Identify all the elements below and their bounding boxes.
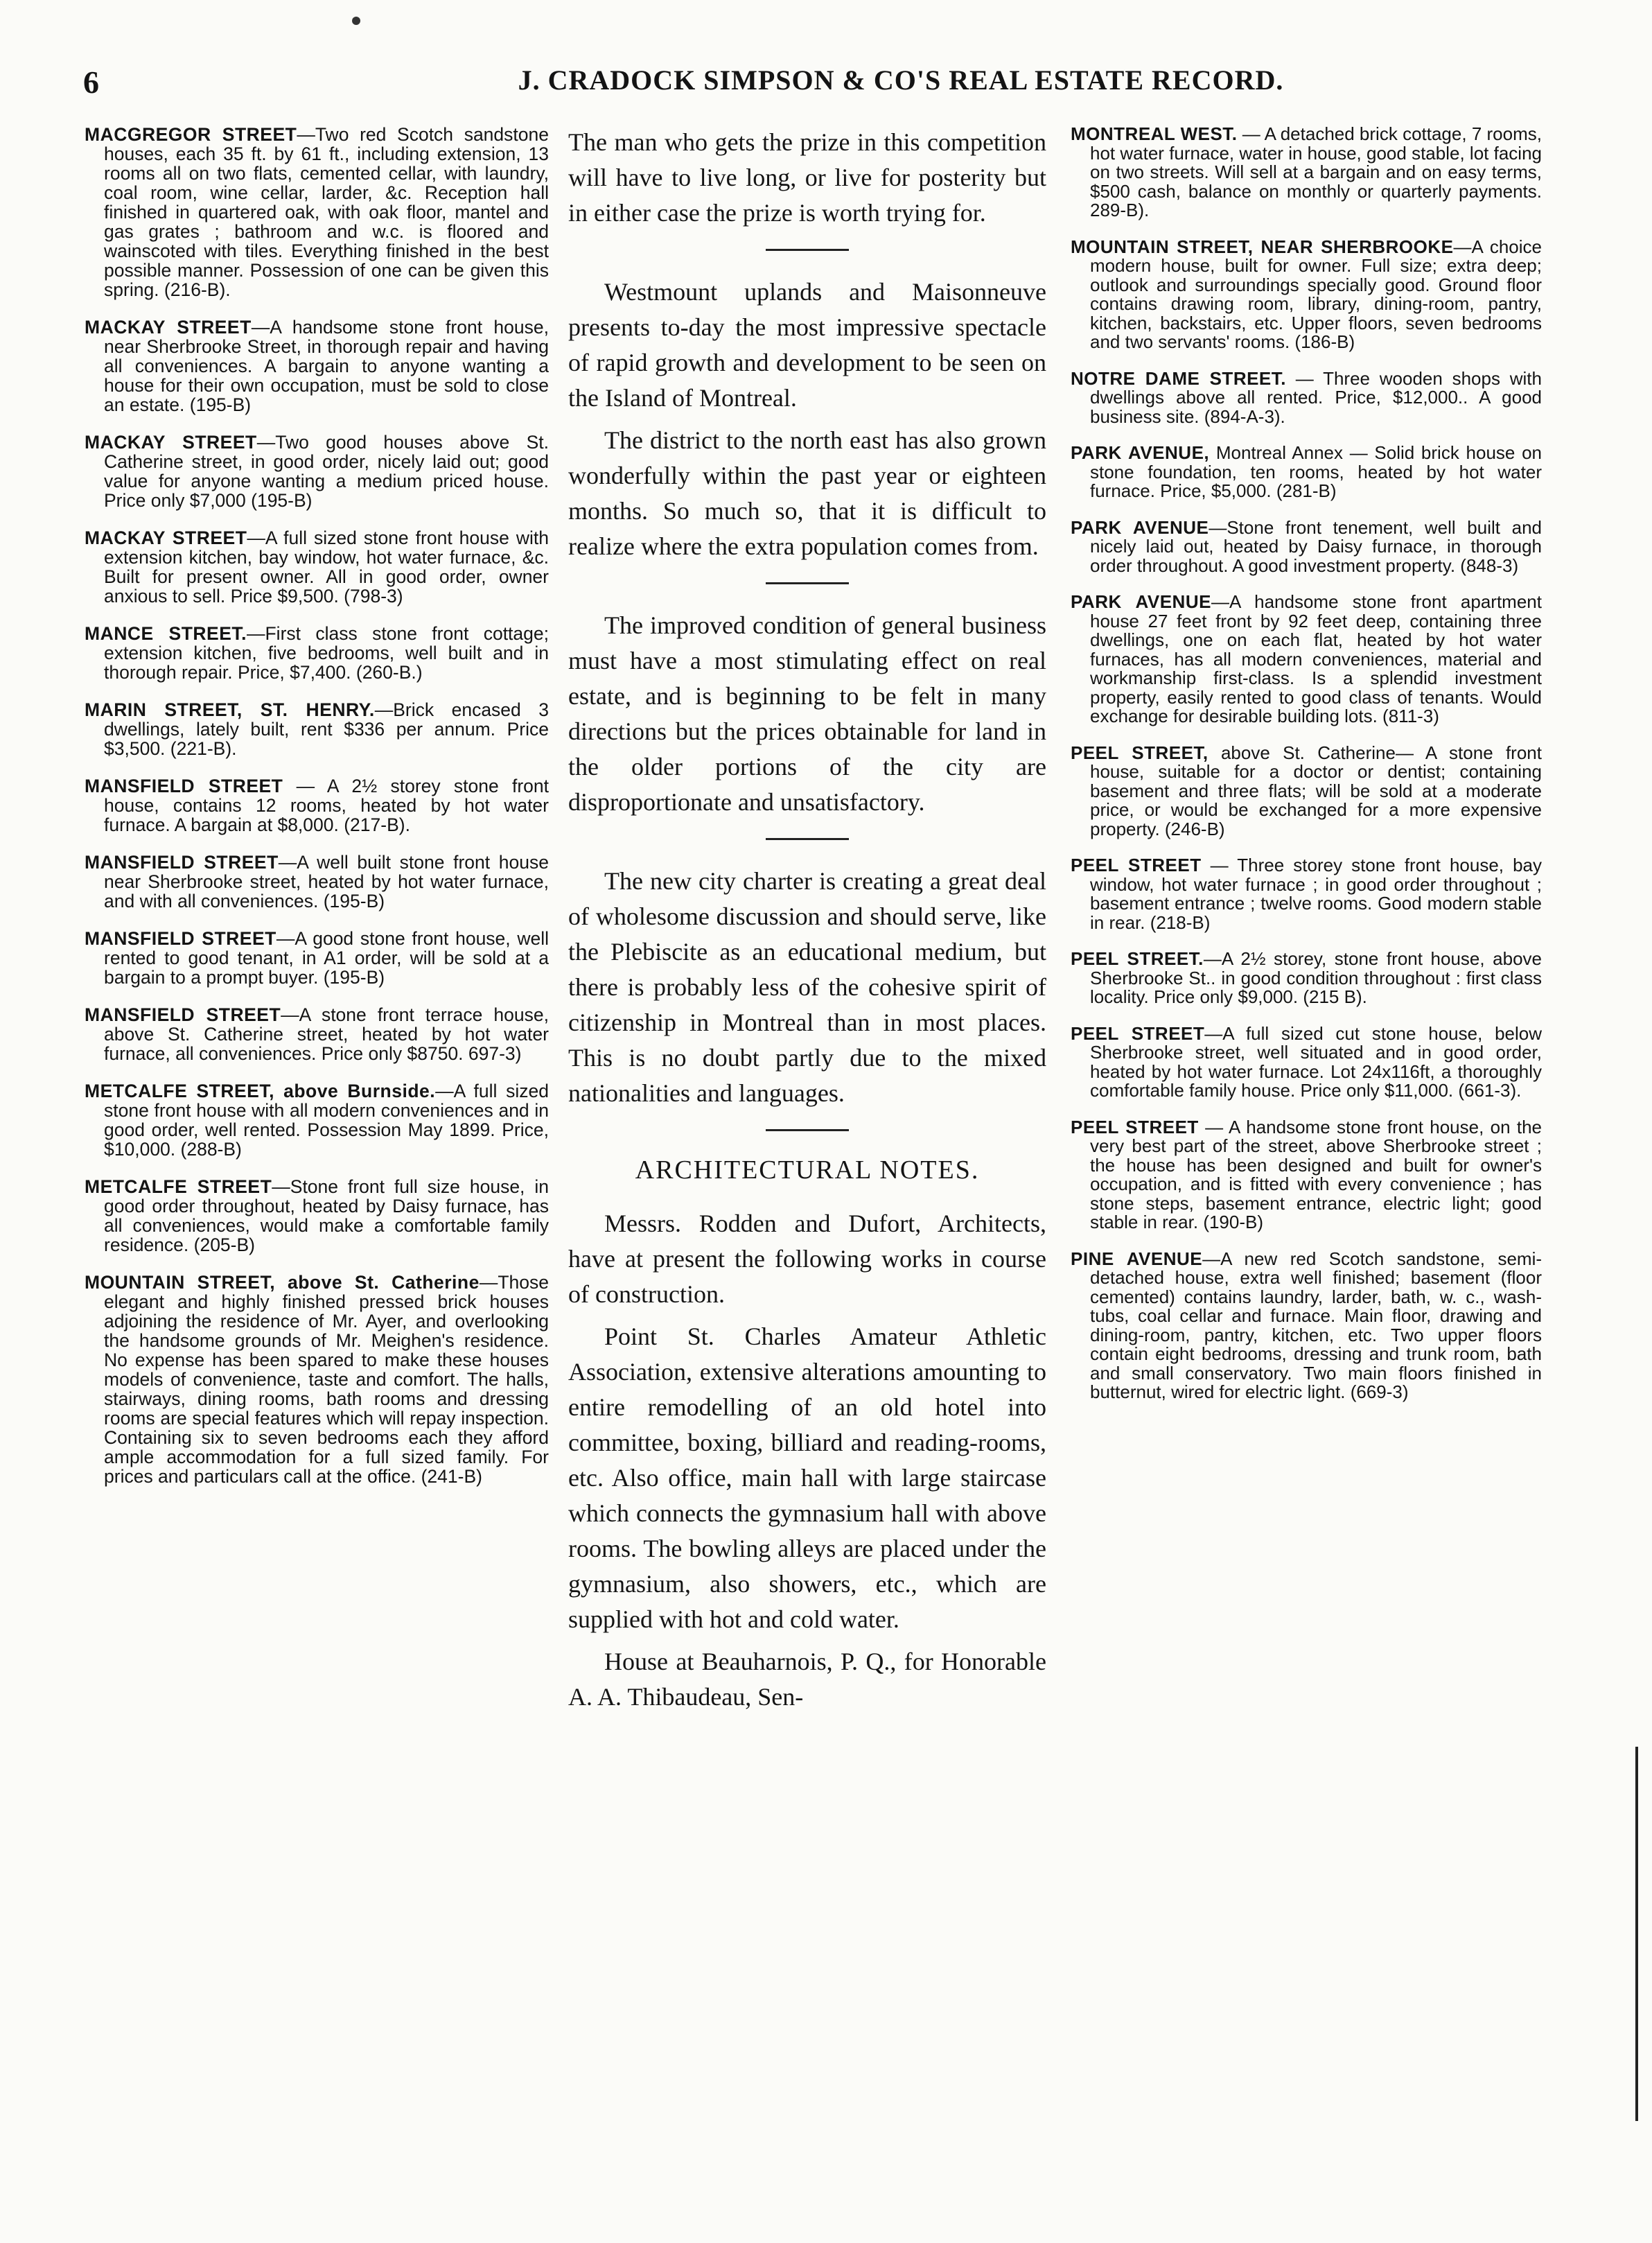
listing-body: — Three wooden shops with dwellings above all rented. Price, $12,000.. A good business site. (894-A-3).: [1090, 367, 1542, 427]
listing-item: [85, 317, 549, 414]
listing-item: [85, 1005, 549, 1063]
listing-heading: PEEL STREET: [1071, 1022, 1205, 1044]
listings-column-left: [85, 125, 549, 2218]
listing-item: [1071, 238, 1542, 352]
listing-heading: MANSFIELD STREET: [85, 852, 279, 873]
listing-heading: MOUNTAIN STREET, NEAR SHERBROOKE: [1071, 236, 1454, 257]
divider-rule: [766, 1129, 849, 1131]
listing-heading: PINE AVENUE: [1071, 1248, 1203, 1269]
listing-heading: PEEL STREET: [1071, 855, 1202, 875]
listing-heading: PEEL STREET,: [1071, 742, 1209, 763]
listing-body: —First class stone front cottage; extension kitchen, five bedrooms, well built and in thorough repair. Price, $7,400. (260-B.): [104, 623, 549, 683]
listing-body: — A handsome stone front house, on the very best part of the street, above Sherbrooke street ; the house has been designed and built for owner's occupation, and is fitted with every convenience ; has stone steps, basement entrance, electric light; good stable in rear. (190-B): [1090, 1116, 1542, 1232]
listing-body: — A 2½ storey stone front house, contains 12 rooms, heated by hot water furnace. A bargain at $8,000. (217-B).: [104, 776, 549, 835]
listing-heading: PARK AVENUE: [1071, 516, 1209, 538]
listing-body: —A 2½ storey, stone front house, above Sherbrooke St.. in good condition throughout : first class locality. Price only $9,000. (215 B).: [1090, 948, 1542, 1007]
listing-body: —Stone front tenement, well built and nicely laid out, heated by Daisy furnace, in thorough order throughout. A good investment property. (848-3): [1090, 516, 1542, 576]
listing-body: —A full sized cut stone house, below Sherbrooke street, well situated and in good order, heated by hot water furnace. Lot 24x116ft, a thoroughly comfortable family house. Price only $11,000. (661-3).: [1090, 1022, 1542, 1101]
listing-heading: MANSFIELD STREET: [85, 1004, 281, 1025]
listing-heading: MONTREAL WEST.: [1071, 125, 1238, 144]
listing-body: — A detached brick cottage, 7 rooms, hot water furnace, water in house, good stable, lot facing on two streets. Will sell at a bargain and on easy terms, $500 cash, balance on monthly or quarterly payments. 289-B).: [1090, 125, 1542, 220]
ink-speck: [352, 17, 360, 25]
listing-heading: PARK AVENUE,: [1071, 442, 1210, 463]
listing-item: [85, 1081, 549, 1159]
listing-body: —Stone front full size house, in good order throughout, heated by Daisy furnace, has all conveniences, would make a comfortable family residence. (205-B): [104, 1176, 549, 1255]
listing-heading: NOTRE DAME STREET.: [1071, 367, 1286, 389]
listing-heading: MACKAY STREET: [85, 432, 257, 453]
page-number: 6: [83, 64, 99, 100]
listing-heading: MOUNTAIN STREET, above St. Catherine: [85, 1272, 480, 1293]
listing-item: [85, 528, 549, 606]
listing-item: [1071, 1024, 1542, 1101]
listing-item: [1071, 950, 1542, 1007]
listing-body: —A full sized stone front house with all modern conveniences and in good order, well rented. Possession May 1899. Price, $10,000. (288-B): [104, 1081, 549, 1160]
listing-item: [1071, 1250, 1542, 1402]
listing-heading: MANCE STREET.: [85, 623, 247, 644]
listing-heading: METCALFE STREET, above Burnside.: [85, 1081, 436, 1101]
divider-rule: [766, 249, 849, 251]
listing-body: —A stone front terrace house, above St. Catherine street, heated by hot water furnace, all conveniences. Price only $8750. 697-3): [104, 1004, 549, 1064]
listing-item: [1071, 856, 1542, 932]
listing-item: [1071, 744, 1542, 839]
listing-heading: PEEL STREET: [1071, 1116, 1199, 1137]
listing-heading: MANSFIELD STREET: [85, 776, 283, 796]
editorial-paragraph: The improved condition of general business must have a most stimulating effect on real estate, and is beginning to be felt in many directions but the prices obtainable for land in the older portions of the city are disproportionate and unsatisfactory.: [568, 611, 1046, 816]
divider-rule: [766, 582, 849, 584]
listings-column-right: [1071, 125, 1542, 2218]
listing-heading: MANSFIELD STREET: [85, 928, 276, 949]
listing-body: —A good stone front house, well rented to good tenant, in A1 order, will be sold at a bargain to a prompt buyer. (195-B): [104, 928, 549, 988]
listing-body: —A well built stone front house near Sherbrooke street, heated by hot water furnace, and with all conveniences. (195-B): [104, 852, 549, 911]
editorial-paragraph: The district to the north east has also grown wonderfully within the past year or eighteen months. So much so, that it is difficult to realize where the extra population comes from.: [568, 426, 1046, 560]
listing-item: [85, 125, 549, 299]
listing-heading: MARIN STREET, ST. HENRY.: [85, 699, 375, 720]
editorial-paragraph: Westmount uplands and Maisonneuve presents to-day the most impressive spectacle of rapid growth and development to be seen on the Island of Montreal.: [568, 278, 1046, 412]
listing-item: [1071, 444, 1542, 501]
listing-body: —Brick encased 3 dwellings, lately built, rent $336 per annum. Price $3,500. (221-B).: [104, 699, 549, 759]
listing-heading: PEEL STREET.: [1071, 948, 1204, 969]
listing-body: Montreal Annex — Solid brick house on stone foundation, ten rooms, heated by hot water furnace. Price, $5,000. (281-B): [1090, 442, 1542, 501]
listing-heading: MACKAY STREET: [85, 317, 252, 338]
editorial-paragraph: The man who gets the prize in this competition will have to live long, or live for posterity but in either case the prize is worth trying for.: [568, 128, 1046, 227]
architectural-paragraph: Point St. Charles Amateur Athletic Association, extensive alterations amounting to entire remodelling of an old hotel into committee, boxing, billiard and reading-rooms, etc. Also office, main hall with large staircase which connects the gymnasium hall with above rooms. The bowling alleys are placed under the gymnasium, also showers, etc., which are supplied with hot and cold water.: [568, 1323, 1046, 1633]
listing-body: —A handsome stone front apartment house 27 feet front by 92 feet deep, containing three dwellings, one on each flat, heated by hot water furnaces, has all modern conveniences, material and workmanship first-class. Is a splendid investment property, easily rented to good class of tenants. Would exchange for desirable building lots. (811-3): [1090, 591, 1542, 726]
listing-item: [1071, 1118, 1542, 1232]
listing-item: [85, 776, 549, 835]
listing-item: [85, 433, 549, 510]
listing-item: [85, 624, 549, 682]
editorial-column: [568, 125, 1046, 2218]
page-header: [83, 64, 1608, 103]
listing-item: [85, 853, 549, 911]
listing-body: —A new red Scotch sandstone, semi-detached house, extra well finished; basement (floor cemented) contains laundry, larder, bath, w. c., wash-tubs, coal cellar and furnace. Main floor, drawing and dining-room, pantry, kitchen, etc. Two upper floors contain eight bedrooms, dressing and trunk room, bath and small conservatory. Two main floors finished in butternut, wired for electric light. (669-3): [1090, 1248, 1542, 1402]
running-head: J. CRADOCK SIMPSON & CO'S REAL ESTATE RECORD.: [518, 64, 1284, 96]
section-title: ARCHITECTURAL NOTES.: [635, 1155, 980, 1185]
listing-item: [1071, 593, 1542, 726]
listing-body: —Two good houses above St. Catherine street, in good order, nicely laid out; good value for anyone wanting a medium priced house. Price only $7,000 (195-B): [104, 432, 549, 511]
listing-body: — Three storey stone front house, bay window, hot water furnace ; in good order throughout ; basement entrance ; twelve rooms. Good modern stable in rear. (218-B): [1090, 855, 1542, 933]
listing-body: —Those elegant and highly finished pressed brick houses adjoining the residence of Mr. Ayer, and overlooking the handsome grounds of Mr. Meighen's residence. No expense has been spared to make these houses models of convenience, taste and comfort. The halls, stairways, dining rooms, bath rooms and dressing rooms are special features which will repay inspection. Containing six to seven bedrooms each they afford ample accommodation for a full sized family. For prices and particulars call at the office. (241-B): [104, 1272, 549, 1487]
listing-item: [1071, 125, 1542, 220]
listing-heading: MACGREGOR STREET: [85, 125, 297, 145]
listing-item: [85, 929, 549, 987]
listing-body: —A full sized stone front house with extension kitchen, bay window, hot water furnace, &c. Built for present owner. All in good order, owner anxious to sell. Price $9,500. (798-3): [104, 527, 549, 606]
divider-rule: [766, 838, 849, 840]
listing-heading: PARK AVENUE: [1071, 591, 1211, 612]
listing-item: [1071, 518, 1542, 576]
architectural-paragraph: Messrs. Rodden and Dufort, Architects, have at present the following works in course of construction.: [568, 1210, 1046, 1308]
editorial-paragraph: The new city charter is creating a great deal of wholesome discussion and should serve, like the Plebiscite as an educational medium, but there is probably less of the cohesive spirit of citizenship in Montreal than in most places. This is no doubt partly due to the mixed nationalities and languages.: [568, 867, 1046, 1107]
listing-item: [1071, 369, 1542, 427]
listing-item: [85, 1177, 549, 1255]
architectural-paragraph: House at Beauharnois, P. Q., for Honorable A. A. Thibaudeau, Sen-: [568, 1648, 1046, 1711]
listing-heading: MACKAY STREET: [85, 527, 247, 548]
listing-item: [85, 700, 549, 758]
listing-body: —Two red Scotch sandstone houses, each 35 ft. by 61 ft., including extension, 13 rooms all on two flats, cemented cellar, with laundry, coal room, wine cellar, larder, &c. Reception hall finished in quartered oak, with oak floor, mantel and gas grates ; bathroom and w.c. is floored and wainscoted with tiles. Everything finished in the best possible manner. Possession of one can be given this spring. (216-B).: [104, 125, 549, 300]
listing-item: [85, 1273, 549, 1486]
listing-body: above St. Catherine— A stone front house, suitable for a doctor or dentist; containing basement and three flats; will be sold at a moderate price, or would be exchanged for a more expensive property. (246-B): [1090, 742, 1542, 839]
listing-heading: METCALFE STREET: [85, 1176, 272, 1197]
listing-body: —A choice modern house, built for owner. Full size; extra deep; outlook and surroundings specially good. Ground floor contains drawing room, library, dining-room, pantry, kitchen, backstairs, etc. Upper floors, seven bedrooms and two servants' rooms. (186-B): [1090, 236, 1542, 352]
scan-edge-mark: [1635, 1747, 1638, 2121]
listing-body: —A handsome stone front house, near Sherbrooke Street, in thorough repair and having all conveniences. A bargain to anyone wanting a house for their own occupation, must be sold to close an estate. (195-B): [104, 317, 549, 415]
